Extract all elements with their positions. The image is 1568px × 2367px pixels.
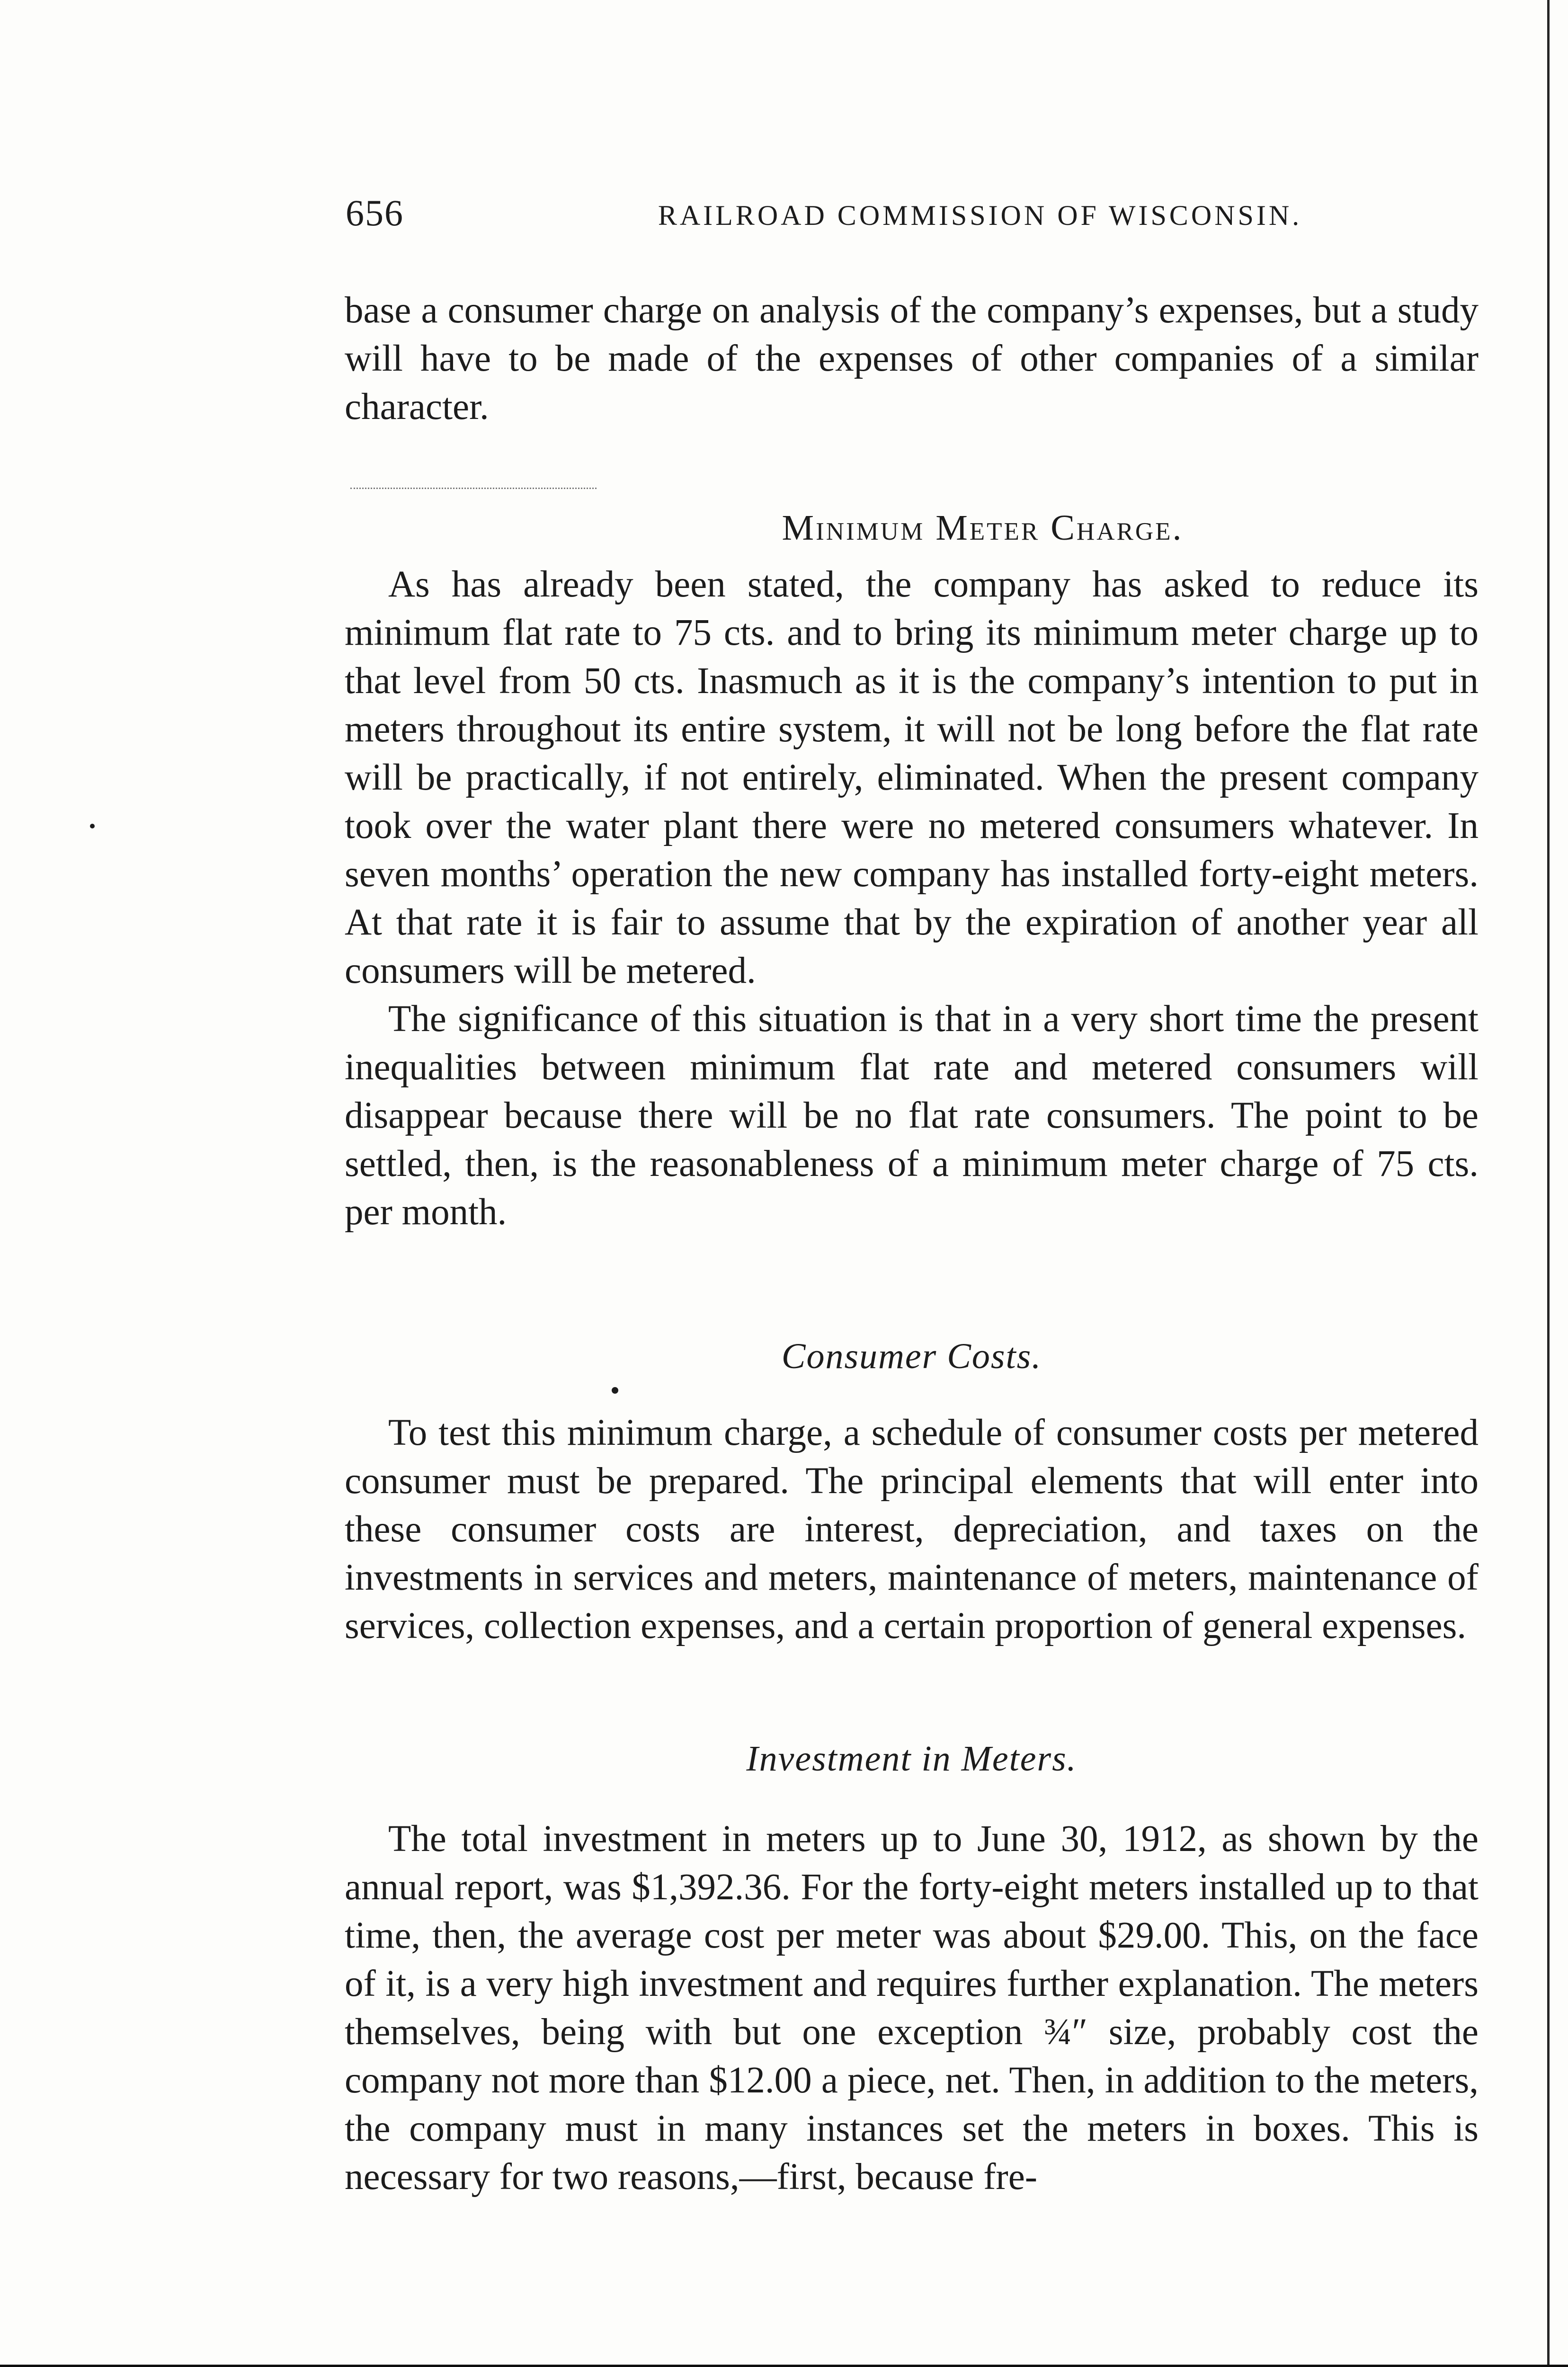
scan-edge-bottom	[0, 2365, 1568, 2367]
ink-dot	[90, 824, 95, 828]
scan-edge-right	[1547, 0, 1550, 2367]
investment-in-meters-section	[345, 1733, 1479, 2201]
section-divider	[350, 488, 597, 490]
investment-in-meters-paragraph: The total investment in meters up to June 30, 1912, as shown by the annual report, was $1,392.36. For the forty-eight meters installed up to that time, then, the average cost per meter was about $29.00. This, on the face of it, is a very high investment and requires further explanation. The meters themselves, being with but one exception ¾″ size, probably cost the company not more than $12.00 a piece, net. Then, in addition to the meters, the company must in many instances set the meters in boxes. This is necessary for two reasons,—first, because fre-	[345, 1818, 1479, 2198]
intro-section	[345, 286, 1479, 431]
page-header	[346, 187, 1491, 239]
investment-in-meters-heading: Investment in Meters.	[746, 1739, 1077, 1779]
minimum-meter-charge-heading: Minimum Meter Charge.	[782, 508, 1184, 548]
consumer-costs-paragraph: To test this minimum charge, a schedule of consumer costs per metered consumer must be prepared. The principal elements that will enter into these consumer costs are interest, depreciation, and taxes on the investments in services and meters, maintenance of meters, maintenance of services, collection expenses, and a certain proportion of general expenses.	[345, 1412, 1479, 1646]
page-number: 656	[346, 192, 404, 233]
running-title: RAILROAD COMMISSION OF WISCONSIN.	[658, 200, 1302, 231]
consumer-costs-heading: Consumer Costs.	[781, 1336, 1042, 1376]
intro-paragraph: base a consumer charge on analysis of the company’s expenses, but a study will have to be made of the expenses of other companies of a similar character.	[345, 290, 1479, 427]
minimum-meter-charge-paragraph-1: As has already been stated, the company has asked to reduce its minimum flat rate to 75 cts. and to bring its minimum meter charge up to that level from 50 cts. Inasmuch as it is the company’s intention to put in meters throughout its entire system, it will not be long before the flat rate will be practically, if not entirely, eliminated. When the present company took over the water plant there were no metered consumers whatever. In seven months’ operation the new company has installed forty-eight meters. At that rate it is fair to assume that by the expiration of another year all consumers will be metered.	[345, 564, 1479, 991]
minimum-meter-charge-section	[345, 502, 1479, 1237]
consumer-costs-section	[345, 1330, 1479, 1650]
ink-dot	[612, 1387, 618, 1394]
minimum-meter-charge-paragraph-2: The significance of this situation is that in a very short time the present inequalities between minimum flat rate and metered consumers will disappear because there will be no flat rate consumers. The point to be settled, then, is the reasonableness of a minimum meter charge of 75 cts. per month.	[345, 998, 1479, 1233]
